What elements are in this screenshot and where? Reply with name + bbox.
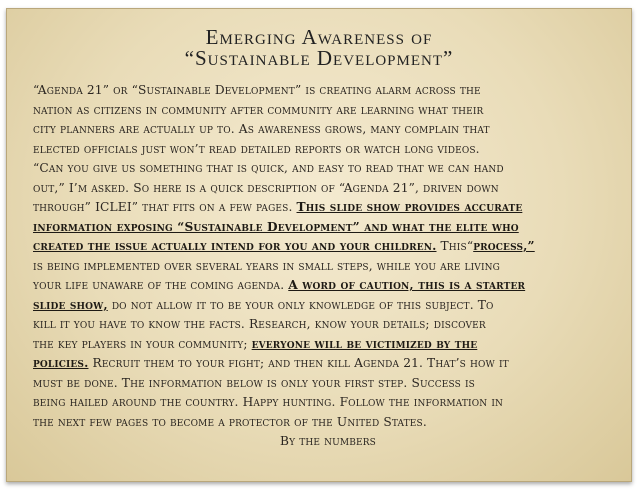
text-segment: Recruit them to your fight; and then kill Agenda 21. That’s how it bbox=[88, 356, 509, 370]
text-segment: being hailed around the country. Happy hunting. Follow the information in bbox=[33, 395, 504, 409]
text-segment: “Agenda 21” or “Sustainable Development” is creating alarm across the bbox=[33, 83, 481, 97]
body-line bbox=[33, 179, 623, 199]
text-segment: city planners are actually up to. As awareness grows, many complain that bbox=[33, 122, 490, 136]
text-segment: your life unaware of the coming agenda. bbox=[33, 278, 289, 292]
body-line bbox=[33, 198, 623, 218]
text-segment: nation as citizens in community after community are learning what their bbox=[33, 102, 484, 117]
title-line-2: “Sustainable Development” bbox=[184, 46, 454, 70]
title-line-1: Emerging Awareness of bbox=[205, 25, 433, 49]
text-segment: This“ bbox=[436, 239, 474, 253]
body-line bbox=[33, 393, 623, 413]
slide bbox=[6, 8, 632, 482]
text-segment: elected officials just won’t read detailed reports or watch long videos. bbox=[33, 141, 480, 156]
underlined-text: process,” bbox=[473, 239, 535, 253]
body-line bbox=[33, 335, 623, 355]
underlined-text: This slide show provides accurate bbox=[296, 200, 523, 214]
body-line bbox=[33, 257, 623, 277]
text-segment: do not allow it to be your only knowledge of this subject. To bbox=[107, 297, 494, 312]
body-line bbox=[33, 413, 623, 433]
text-segment: “Can you give us something that is quick, and easy to read that we can hand bbox=[33, 161, 504, 175]
text-segment: kill it you have to know the facts. Research, know your details; discover bbox=[33, 317, 486, 331]
underlined-text: everyone will be victimized by the bbox=[251, 336, 478, 351]
body-line bbox=[33, 315, 623, 335]
underlined-text: A word of caution, this is a starter bbox=[288, 278, 526, 292]
closing-line: By the numbers bbox=[280, 434, 376, 448]
body-line bbox=[33, 218, 623, 238]
underlined-text: policies. bbox=[33, 356, 89, 370]
body-line bbox=[33, 81, 623, 101]
body-line bbox=[33, 354, 623, 374]
body-text bbox=[33, 81, 623, 452]
body-line bbox=[33, 374, 623, 394]
text-segment: the next few pages to become a protector of the United States. bbox=[33, 414, 427, 429]
body-line bbox=[33, 237, 623, 257]
text-segment: must be done. The information below is only your first step. Success is bbox=[33, 375, 475, 390]
underlined-text: information exposing “Sustainable Development” and what the elite who bbox=[33, 219, 519, 234]
body-line bbox=[33, 276, 623, 296]
body-line bbox=[33, 101, 623, 121]
body-line bbox=[33, 120, 623, 140]
body-line bbox=[33, 140, 623, 160]
text-segment: the key players in your community; bbox=[33, 336, 252, 351]
body-line bbox=[33, 296, 623, 316]
text-segment: through” ICLEI” that fits on a few pages. bbox=[33, 200, 297, 214]
text-segment: out,” I’m asked. So here is a quick description of “Agenda 21”, driven down bbox=[33, 180, 499, 195]
body-line bbox=[33, 159, 623, 179]
underlined-text: created the issue actually intend for you and your children. bbox=[33, 239, 437, 253]
text-segment: is being implemented over several years in small steps, while you are living bbox=[33, 258, 501, 273]
underlined-text: slide show, bbox=[33, 297, 108, 312]
